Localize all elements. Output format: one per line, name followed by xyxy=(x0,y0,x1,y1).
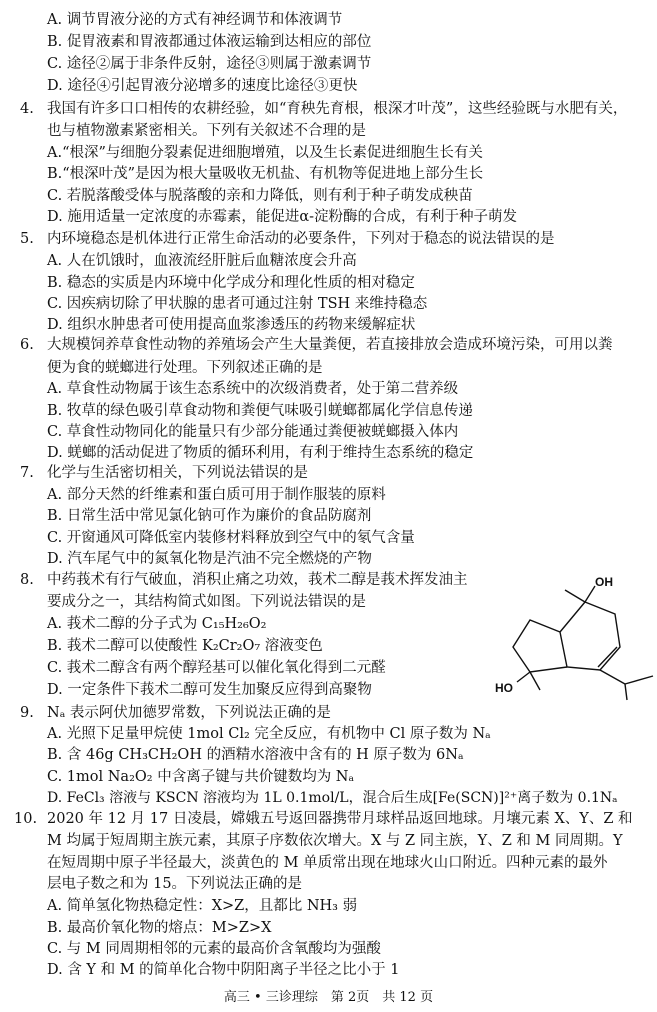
option-line: D. FeCl₃ 溶液与 KSCN 溶液均为 1L 0.1mol/L，混合后生成[Fe(SCN)]²⁺离子数为 0.1Nₐ xyxy=(47,790,618,806)
option-line: B. 稳态的实质是内环境中化学成分和理化性质的相对稳定 xyxy=(47,275,415,291)
question-number: 4. xyxy=(20,101,34,117)
option-line: D. 一定条件下莪术二醇可发生加聚反应得到高聚物 xyxy=(47,682,372,698)
option-line: C. 因疾病切除了甲状腺的患者可通过注射 TSH 来维持稳态 xyxy=(47,296,428,312)
five-membered-ring xyxy=(513,620,567,672)
question-number: 8. xyxy=(20,572,34,588)
option-line: D. 含 Y 和 M 的简单化合物中阴阳离子半径之比小于 1 xyxy=(47,962,400,978)
question-stem: 层电子数之和为 15。下列说法正确的是 xyxy=(47,876,303,892)
structural-formula-diagram xyxy=(495,572,655,702)
question-stem: 便为食的蜣螂进行处理。下列叙述正确的是 xyxy=(47,360,323,376)
option-line: A.“根深”与细胞分裂素促进细胞增殖，以及生长素促进细胞生长有关 xyxy=(47,145,483,161)
option-line: D. 蜣螂的活动促进了物质的循环利用，有利于维持生态系统的稳定 xyxy=(47,445,474,461)
option-line: B. 最高价氧化物的熔点：M>Z>X xyxy=(47,920,272,936)
option-line: C. 途径②属于非条件反射，途径③则属于激素调节 xyxy=(47,56,372,72)
option-line: C. 开窗通风可降低室内装修材料释放到空气中的氡气含量 xyxy=(47,530,415,546)
option-line: B.“根深叶茂”是因为根大量吸收无机盐、有机物等促进地上部分生长 xyxy=(47,166,484,182)
seven-membered-ring xyxy=(560,602,620,670)
question-number: 10. xyxy=(14,811,38,827)
isopropyl-bond xyxy=(600,670,625,684)
option-line: A. 草食性动物属于该生态系统中的次级消费者，处于第二营养级 xyxy=(47,381,459,397)
hydroxyl-bond xyxy=(585,586,595,602)
option-line: D. 组织水肿患者可使用提高血浆渗透压的药物来缓解症状 xyxy=(47,317,416,333)
option-line: B. 莪术二醇可以使酸性 K₂Cr₂O₇ 溶液变色 xyxy=(47,638,323,654)
page-footer: 高三 • 三诊理综 第 2页 共 12 页 xyxy=(223,990,434,1005)
question-stem: 要成分之一，其结构简式如图。下列说法错误的是 xyxy=(47,594,366,610)
option-line: C. 草食性动物同化的能量只有少部分能通过粪便被蜣螂摄入体内 xyxy=(47,424,459,440)
option-line: B. 牧草的绿色吸引草食动物和粪便气味吸引蜣螂都属化学信息传递 xyxy=(47,403,473,419)
question-number: 9. xyxy=(20,705,34,721)
question-stem: 内环境稳态是机体进行正常生命活动的必要条件，下列对于稳态的说法错误的是 xyxy=(47,231,555,247)
option-line: A. 简单氢化物热稳定性：X>Z，且都比 NH₃ 弱 xyxy=(47,898,358,914)
option-line: B. 促胃液素和胃液都通过体液运输到达相应的部位 xyxy=(47,34,372,50)
question-stem: 化学与生活密切相关，下列说法错误的是 xyxy=(47,465,308,481)
option-line: B. 含 46g CH₃CH₂OH 的酒精水溶液中含有的 H 原子数为 6Nₐ xyxy=(47,747,464,763)
option-line: A. 人在饥饿时，血液流经肝脏后血糖浓度会升高 xyxy=(47,253,357,269)
methyl-bond xyxy=(565,590,585,602)
question-stem: 大规模饲养草食性动物的养殖场会产生大量粪便，若直接排放会造成环境污染，可用以粪 xyxy=(47,337,613,353)
question-stem: 2020 年 12 月 17 日凌晨，嫦娥五号返回器携带月球样品返回地球。月壤元素 X、Y、Z 和 xyxy=(47,811,633,827)
option-line: D. 汽车尾气中的氮氧化物是汽油不完全燃烧的产物 xyxy=(47,551,372,567)
question-stem: 也与植物激素紧密相关。下列有关叙述不合理的是 xyxy=(47,123,366,139)
option-line: C. 若脱落酸受体与脱落酸的亲和力降低，则有利于种子萌发成秧苗 xyxy=(47,188,473,204)
double-bond-line xyxy=(598,647,617,667)
option-line: D. 途径④引起胃液分泌增多的速度比途径③更快 xyxy=(47,78,358,94)
option-line: C. 与 M 同周期相邻的元素的最高价含氧酸均为强酸 xyxy=(47,941,381,957)
option-line: A. 部分天然的纤维素和蛋白质可用于制作服装的原料 xyxy=(47,487,386,503)
ho-label: HO xyxy=(495,681,513,695)
question-number: 7. xyxy=(20,465,34,481)
option-line: A. 调节胃液分泌的方式有神经调节和体液调节 xyxy=(47,12,343,28)
isopropyl-bond xyxy=(625,676,653,684)
option-line: D. 施用适量一定浓度的赤霉素，能促进α-淀粉酶的合成，有利于种子萌发 xyxy=(47,209,518,225)
option-line: A. 光照下足量甲烷使 1mol Cl₂ 完全反应，有机物中 Cl 原子数为 Nₐ xyxy=(47,726,491,742)
option-line: C. 1mol Na₂O₂ 中含离子键与共价键数均为 Nₐ xyxy=(47,769,355,785)
question-stem: M 均属于短周期主族元素，其原子序数依次增大。X 与 Z 同主族，Y、Z 和 M 同周期。Y xyxy=(47,833,623,849)
isopropyl-bond xyxy=(625,684,627,700)
hydroxyl-bond xyxy=(517,672,530,682)
option-line: B. 日常生活中常见氯化钠可作为廉价的食品防腐剂 xyxy=(47,508,372,524)
molecule-skeleton xyxy=(513,586,653,700)
question-stem: Nₐ 表示阿伏加德罗常数，下列说法正确的是 xyxy=(47,705,331,721)
option-line: C. 莪术二醇含有两个醇羟基可以催化氧化得到二元醛 xyxy=(47,660,386,676)
option-line: A. 莪术二醇的分子式为 C₁₅H₂₆O₂ xyxy=(47,616,267,632)
question-number: 6. xyxy=(20,337,34,353)
methyl-bond xyxy=(530,672,540,690)
question-number: 5. xyxy=(20,231,34,247)
question-stem: 我国有许多口口相传的农耕经验，如“育秧先育根，根深才叶茂”，这些经验既与水肥有关， xyxy=(47,101,628,117)
question-stem: 在短周期中原子半径最大，淡黄色的 M 单质常出现在地球火山口附近。四种元素的最外 xyxy=(47,855,608,871)
oh-label: OH xyxy=(595,575,613,589)
question-stem: 中药莪术有行气破血，消积止痛之功效，莪术二醇是莪术挥发油主 xyxy=(47,572,468,588)
